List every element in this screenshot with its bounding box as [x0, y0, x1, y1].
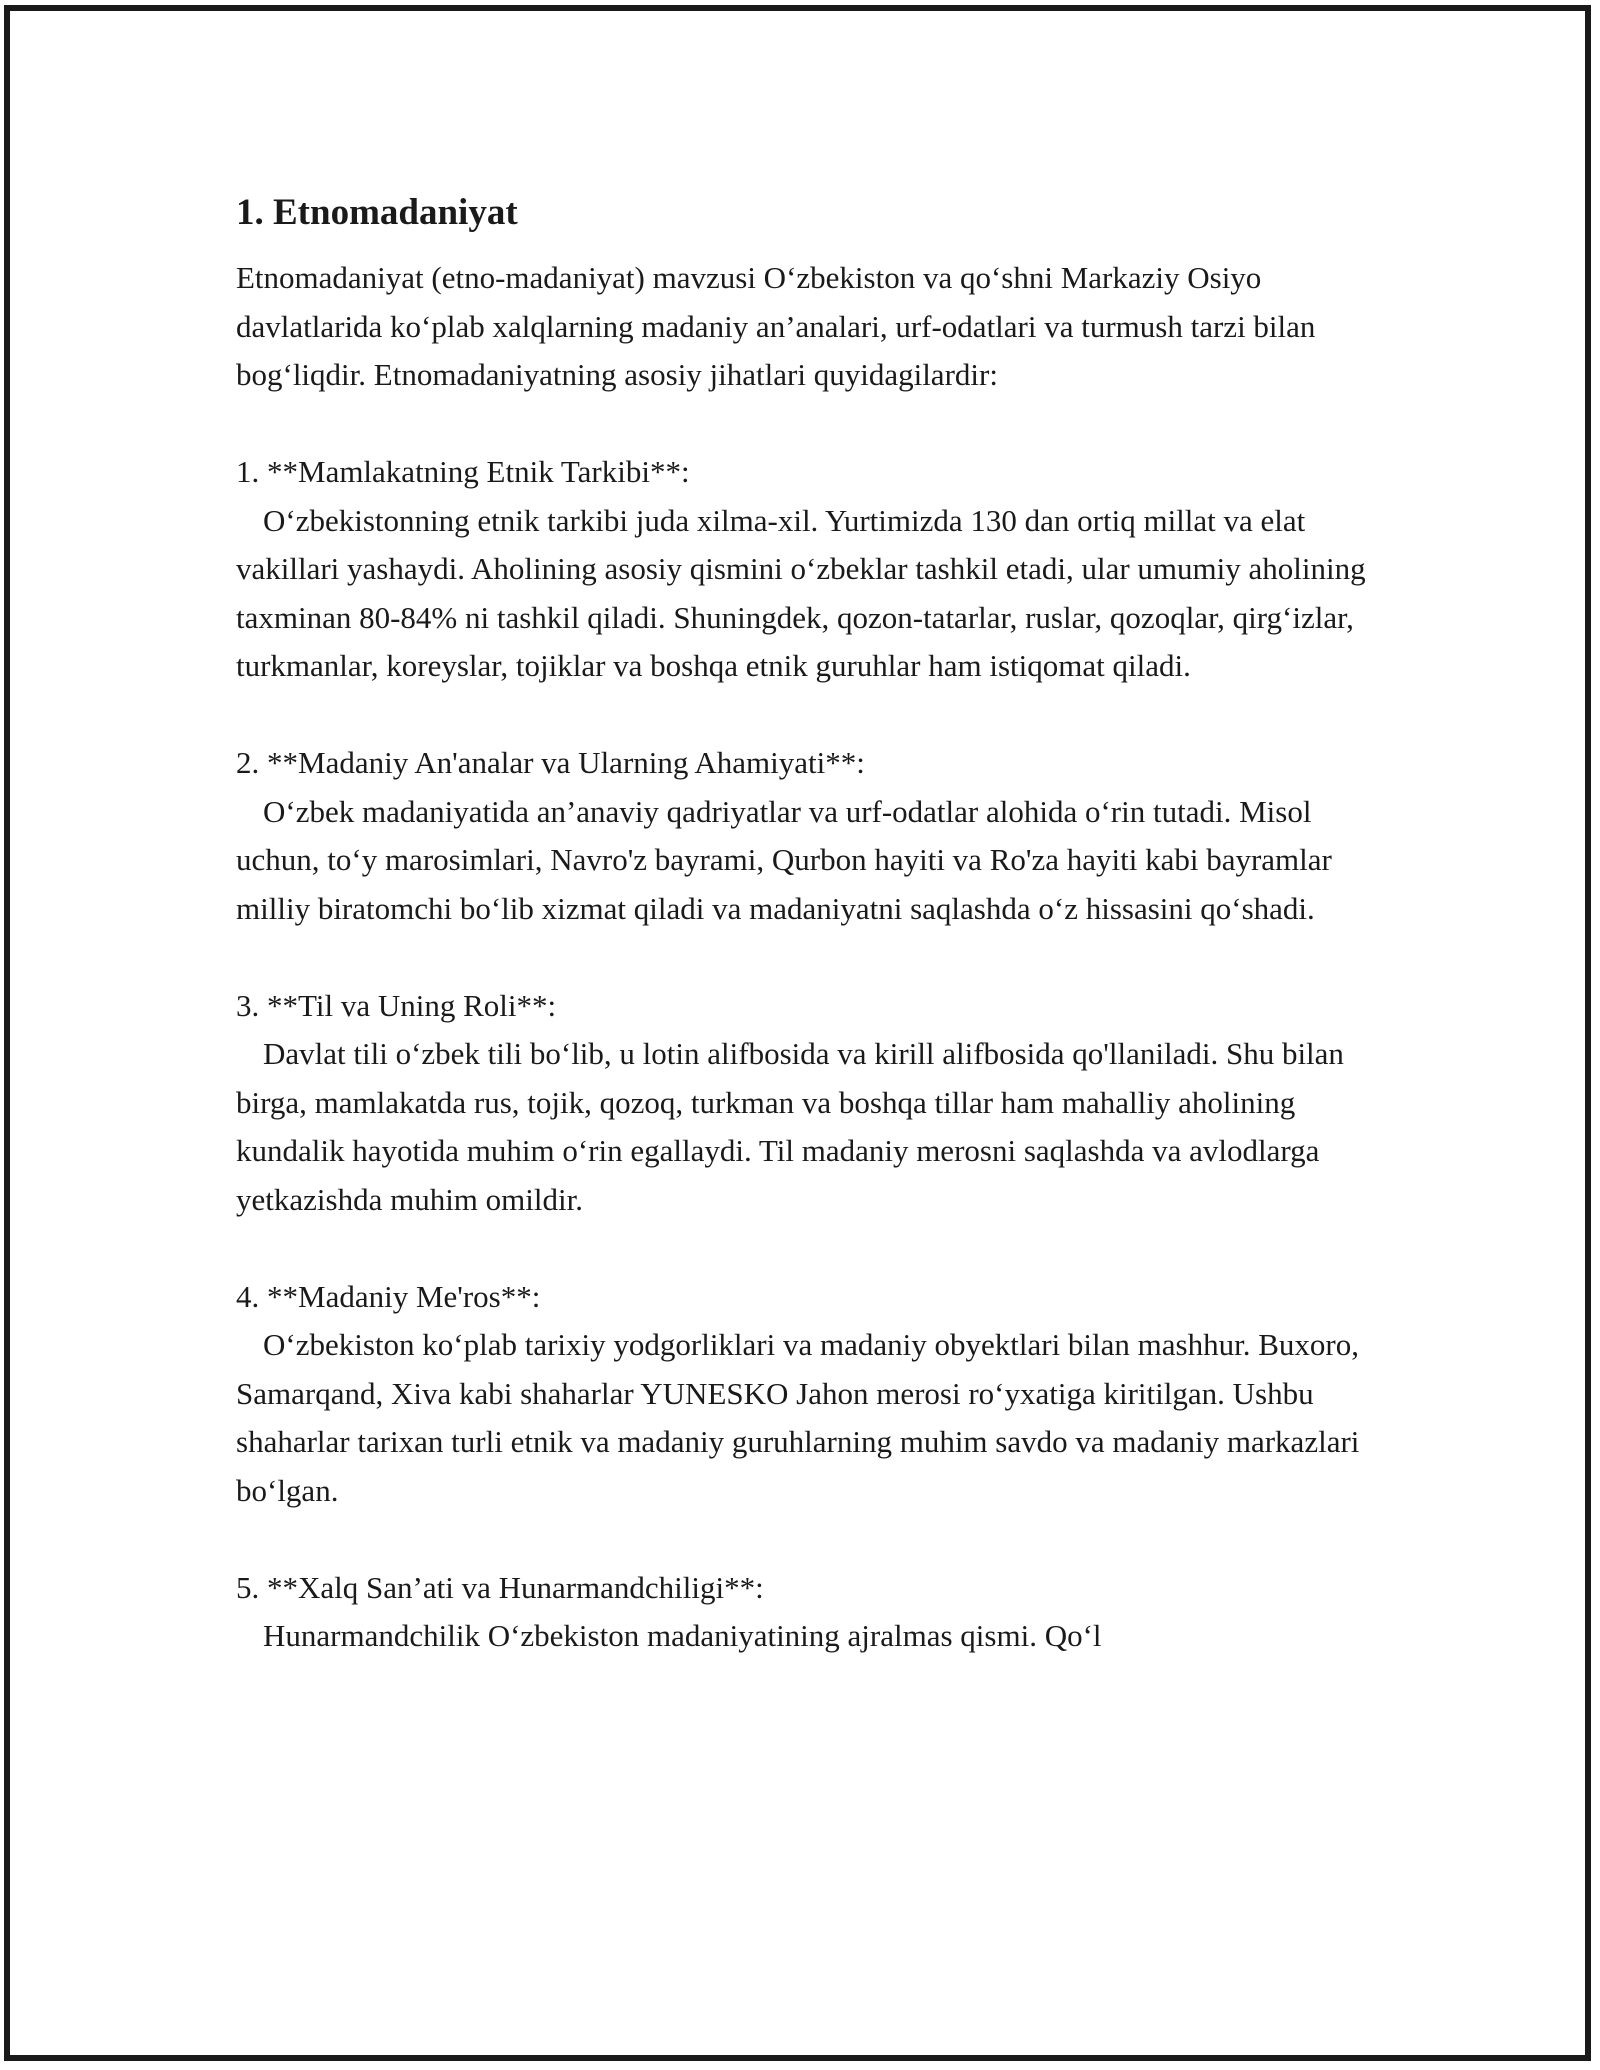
section-ethnic-composition — [236, 448, 1376, 691]
section-body: O‘zbekiston ko‘plab tarixiy yodgorliklari va madaniy obyektlari bilan mashhur. Buxoro, Samarqand, Xiva kabi shaharlar YUNESKO Jahon merosi ro‘yxatiga kiritilgan. Ushbu shaharlar tarixan turli etnik va madaniy guruhlarning muhim savdo va madaniy markazlari bo‘lgan. — [236, 1327, 1360, 1508]
section-title: 5. **Xalq San’ati va Hunarmandchiligi**: — [236, 1569, 764, 1605]
section-language — [236, 982, 1376, 1225]
section-title: 3. **Til va Uning Roli**: — [236, 987, 557, 1023]
section-body: O‘zbek madaniyatida an’anaviy qadriyatlar va urf-odatlar alohida o‘rin tutadi. Misol uchun, to‘y marosimlari, Navro'z bayrami, Qurbon hayiti va Ro'za hayiti kabi bayramlar milliy biratomchi bo‘lib xizmat qiladi va madaniyatni saqlashda o‘z hissasini qo‘shadi. — [236, 793, 1332, 926]
intro-paragraph: Etnomadaniyat (etno-madaniyat) mavzusi O‘zbekiston va qo‘shni Markaziy Osiyo davlatlarida ko‘plab xalqlarning madaniy an’analari, urf-odatlari va turmush tarzi bilan bog‘liqdir. Etnomadaniyatning asosiy jihatlari quyidagilardir: — [236, 260, 1316, 392]
section-body: Davlat tili o‘zbek tili bo‘lib, u lotin alifbosida va kirill alifbosida qo'llaniladi. Shu bilan birga, mamlakatda rus, tojik, qozoq, turkman va boshqa tillar ham mahalliy aholining kundalik hayotida muhim o‘rin egallaydi. Til madaniy merosni saqlashda va avlodlarga yetkazishda muhim omildir. — [236, 1036, 1344, 1217]
document-content — [236, 184, 1376, 1661]
section-body: O‘zbekistonning etnik tarkibi juda xilma-xil. Yurtimizda 130 dan ortiq millat va elat vakillari yashaydi. Aholining asosiy qismini o‘zbeklar tashkil etadi, ular umumiy aholining taxminan 80-84% ni tashkil qiladi. Shuningdek, qozon-tatarlar, ruslar, qozoqlar, qirg‘izlar, turkmanlar, koreyslar, tojiklar va boshqa etnik guruhlar ham istiqomat qiladi. — [236, 502, 1366, 683]
section-folk-art — [236, 1564, 1376, 1661]
section-title: 2. **Madaniy An'analar va Ularning Ahamiyati**: — [236, 745, 865, 780]
document-heading: 1. Etnomadaniyat — [236, 192, 518, 233]
section-title: 4. **Madaniy Me'ros**: — [236, 1278, 541, 1314]
section-cultural-heritage — [236, 1273, 1376, 1516]
section-body: Hunarmandchilik O‘zbekiston madaniyatining ajralmas qismi. Qo‘l — [263, 1618, 1102, 1653]
section-cultural-traditions — [236, 739, 1376, 933]
section-title: 1. **Mamlakatning Etnik Tarkibi**: — [236, 454, 690, 489]
